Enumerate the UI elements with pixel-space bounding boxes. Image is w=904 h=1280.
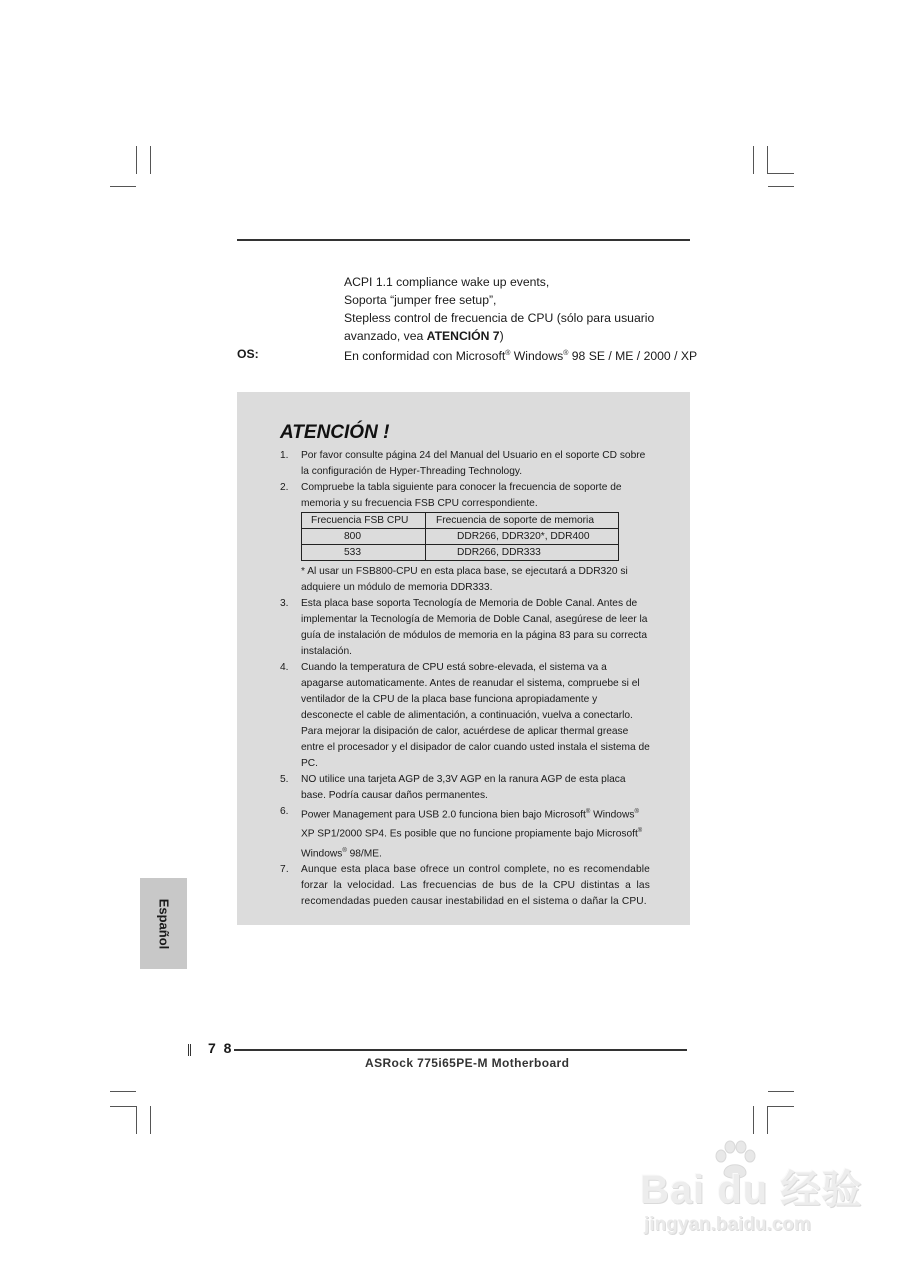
item-text: Por favor consulte página 24 del Manual del Usuario en el soporte CD sobre la configuración de Hyper-Threading Technology. — [301, 450, 646, 477]
footer-rule — [234, 1049, 687, 1051]
os-row — [237, 345, 697, 365]
crop-mark — [110, 1106, 136, 1107]
registered-mark: ® — [563, 350, 569, 357]
table-footnote: * Al usar un FSB800-CPU en esta placa base, se ejecutará a DDR320 si adquiere un módulo de memoria DDR333. — [301, 566, 628, 593]
os-text: 98 SE / ME / 2000 / XP — [568, 349, 698, 364]
crop-mark — [753, 146, 754, 174]
item-text: Esta placa base soporta Tecnología de Memoria de Doble Canal. Antes de implementar la Tecnología de Memoria de Doble Canal, asegúrese de leer la guía de instalación de módulos de memoria en la página 83 para su correcta instalación. — [301, 598, 648, 657]
watermark-logo: Bai du 经验 — [640, 1168, 863, 1212]
attention-title: ATENCIÓN ! — [280, 422, 390, 443]
registered-mark: ® — [505, 350, 511, 357]
table-cell: 533 — [302, 545, 426, 561]
registered-mark: ® — [585, 809, 591, 815]
table-header: Frecuencia de soporte de memoria — [426, 513, 619, 529]
crop-mark — [150, 1106, 151, 1134]
item-text: Windows — [590, 809, 635, 821]
spec-line: Stepless control de frecuencia de CPU (sólo para usuario — [344, 311, 655, 325]
item-text: XP SP1/2000 SP4. Es posible que no funcione propiamente bajo Microsoft — [301, 828, 638, 840]
registered-mark: ® — [634, 809, 639, 815]
item-text: Aunque esta placa base ofrece un control complete, no es recomendable forzar la velocidad. Las frecuencias de bus de la CPU distintas a las recomendadas pueden causar inestabilidad en el sistema o dañar la CPU. — [301, 864, 650, 908]
crop-mark — [767, 173, 794, 174]
spec-line: Soporta “jumper free setup”, — [344, 293, 497, 307]
table-header: Frecuencia FSB CPU — [302, 513, 426, 529]
spec-text: ) — [499, 329, 504, 343]
item-number: 1. — [280, 450, 289, 461]
table-cell: 800 — [302, 529, 426, 545]
list-item — [280, 480, 650, 596]
table-row — [302, 529, 619, 545]
table-cell: DDR266, DDR320*, DDR400 — [426, 529, 619, 545]
os-text: En conformidad con Microsoft — [344, 349, 506, 364]
language-label: Español — [156, 898, 171, 949]
list-item — [280, 660, 650, 772]
spec-text: avanzado, vea — [344, 329, 427, 343]
crop-mark — [767, 146, 768, 174]
attention-reference: ATENCIÓN 7 — [426, 329, 500, 343]
os-text: Windows — [510, 349, 564, 364]
footer-bar-marker — [188, 1044, 191, 1056]
crop-mark — [110, 186, 136, 187]
watermark — [640, 1140, 870, 1250]
crop-mark — [768, 186, 794, 187]
crop-mark — [753, 1106, 754, 1134]
os-label: OS: — [237, 347, 259, 361]
watermark-url: jingyan.baidu.com — [644, 1214, 811, 1235]
table-cell: DDR266, DDR333 — [426, 545, 619, 561]
item-number: 7. — [280, 864, 289, 876]
table-row — [302, 545, 619, 561]
attention-box — [237, 392, 690, 925]
registered-mark: ® — [637, 828, 643, 835]
crop-mark — [768, 1091, 794, 1092]
spec-line — [237, 327, 697, 345]
list-item — [280, 448, 650, 480]
language-tab — [140, 878, 187, 969]
item-text: NO utilice una tarjeta AGP de 3,3V AGP en la ranura AGP de esta placa base. Podría causar daños permanentes. — [301, 774, 626, 801]
item-text: Compruebe la tabla siguiente para conocer la frecuencia de soporte de memoria y su frecuencia FSB CPU correspondiente. — [301, 482, 622, 509]
list-item — [280, 772, 650, 804]
crop-mark — [767, 1106, 794, 1107]
header-rule — [237, 239, 690, 241]
registered-mark: ® — [342, 847, 347, 854]
item-number: 3. — [280, 598, 289, 609]
item-text: Cuando la temperatura de CPU está sobre-elevada, el sistema va a apagarse automaticamente. Antes de reanudar el sistema, compruebe si el ventilador de la CPU de la placa base funciona apropiadamente y desconecte el cable de alimentación, a continuación, vuelva a conectarlo. Para mejorar la disipación de calor, acuérdese de aplicar thermal grease entre el procesador y el disipador de calor cuando usted instala el sistema de PC. — [301, 662, 650, 769]
product-name: ASRock 775i65PE-M Motherboard — [365, 1056, 570, 1070]
crop-mark — [110, 1091, 136, 1092]
fsb-memory-table — [301, 512, 619, 561]
spec-line: ACPI 1.1 compliance wake up events, — [344, 275, 550, 289]
table-header-row — [302, 513, 619, 529]
item-number: 4. — [280, 662, 289, 673]
crop-mark — [767, 1106, 768, 1134]
spec-section — [237, 273, 697, 365]
item-number: 6. — [280, 806, 289, 817]
item-number: 2. — [280, 482, 289, 493]
attention-list — [280, 448, 650, 910]
item-text: Windows — [301, 848, 343, 860]
page-number: 7 8 — [208, 1040, 234, 1056]
crop-mark — [136, 146, 137, 174]
list-item — [280, 596, 650, 660]
item-text: Power Management para USB 2.0 funciona bien bajo Microsoft — [301, 809, 586, 821]
list-item — [280, 804, 650, 862]
crop-mark — [150, 146, 151, 174]
item-number: 5. — [280, 774, 289, 785]
list-item — [280, 862, 650, 910]
crop-mark — [136, 1106, 137, 1134]
item-text: 98/ME. — [346, 848, 382, 860]
